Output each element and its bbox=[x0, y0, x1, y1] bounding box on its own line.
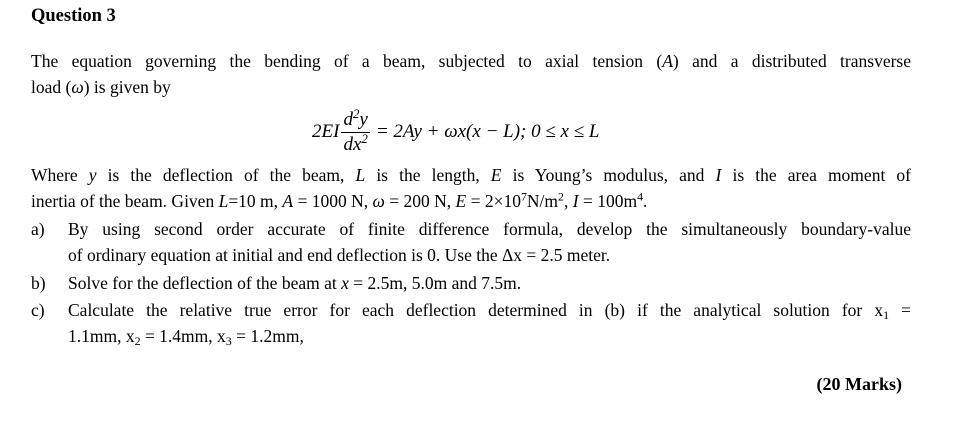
separator: , bbox=[564, 191, 573, 211]
value-L: =10 m, bbox=[228, 191, 283, 211]
equation-rhs: = 2Ay + ωx(x − L); 0 ≤ x ≤ L bbox=[375, 121, 600, 142]
intro-line-2 bbox=[31, 74, 911, 100]
where-text: Where bbox=[31, 165, 89, 185]
part-b bbox=[31, 270, 911, 296]
where-line-2 bbox=[31, 188, 911, 214]
governing-equation bbox=[312, 104, 599, 160]
var-x: x bbox=[341, 273, 349, 293]
part-c-line-2 bbox=[68, 323, 911, 349]
value-omega: = 200 N, bbox=[384, 191, 456, 211]
fraction-numerator bbox=[341, 105, 369, 133]
where-line-1 bbox=[31, 162, 911, 188]
var-L: L bbox=[218, 191, 229, 211]
var-E: E bbox=[490, 165, 502, 185]
part-b-text: = 2.5m, 5.0m and 7.5m. bbox=[348, 273, 522, 293]
part-c-text: = 1.4mm, x bbox=[140, 326, 226, 346]
part-a bbox=[31, 216, 911, 268]
var-E: E bbox=[455, 191, 467, 211]
part-b-line bbox=[68, 270, 911, 296]
var-omega: ω bbox=[71, 77, 84, 97]
intro-text: ) and a distributed transverse bbox=[672, 51, 911, 71]
intro-text: load ( bbox=[31, 77, 72, 97]
var-A: A bbox=[282, 191, 294, 211]
where-text: is the area moment of bbox=[721, 165, 911, 185]
where-text: is the deflection of the beam, bbox=[96, 165, 356, 185]
marks-label: (20 Marks) bbox=[816, 374, 902, 394]
subscript: 2 bbox=[134, 333, 141, 348]
part-c-line-1 bbox=[68, 297, 911, 323]
exponent: 2 bbox=[558, 189, 564, 204]
second-derivative-fraction bbox=[341, 105, 369, 156]
var-I: I bbox=[572, 191, 579, 211]
equation-lhs-coefficient: 2EI bbox=[312, 121, 340, 142]
denominator-exponent: 2 bbox=[361, 130, 368, 146]
intro-line-1 bbox=[31, 48, 911, 74]
var-L: L bbox=[355, 165, 366, 185]
dx-symbol: dx bbox=[343, 133, 362, 155]
exponent: 7 bbox=[520, 189, 527, 204]
d-symbol: d bbox=[343, 108, 353, 130]
period: . bbox=[643, 191, 648, 211]
intro-text: ) is given by bbox=[83, 77, 171, 97]
subscript: 3 bbox=[225, 333, 232, 348]
part-c-text: Calculate the relative true error for each deflection determined in (b) if the analytical solution for x bbox=[68, 300, 884, 320]
part-a-line-2: of ordinary equation at initial and end deflection is 0. Use the Δx = 2.5 meter. bbox=[68, 245, 611, 265]
part-c-text: = bbox=[889, 300, 911, 320]
part-c-text: = 1.2mm, bbox=[231, 326, 304, 346]
value-A: = 1000 N, bbox=[293, 191, 373, 211]
var-I: I bbox=[715, 165, 722, 185]
intro-text: The equation governing the bending of a beam, subjected to axial tension ( bbox=[31, 51, 663, 71]
exponent: 4 bbox=[637, 189, 644, 204]
part-c-label: c) bbox=[31, 300, 45, 320]
subscript: 1 bbox=[883, 307, 890, 322]
where-text: is Young’s modulus, and bbox=[501, 165, 716, 185]
part-c-text: 1.1mm, x bbox=[68, 326, 135, 346]
var-A: A bbox=[662, 51, 673, 71]
part-b-text: Solve for the deflection of the beam at bbox=[68, 273, 342, 293]
part-b-label: b) bbox=[31, 273, 46, 293]
where-text: is the length, bbox=[365, 165, 491, 185]
value-E: = 2×10 bbox=[466, 191, 521, 211]
value-I: = 100m bbox=[578, 191, 638, 211]
numerator-exponent: 2 bbox=[352, 105, 360, 121]
part-a-label: a) bbox=[31, 219, 45, 239]
where-text: inertia of the beam. Given bbox=[31, 191, 219, 211]
unit-E: N/m bbox=[526, 191, 559, 211]
question-title: Question 3 bbox=[31, 6, 116, 26]
var-omega: ω bbox=[372, 191, 385, 211]
fraction-denominator bbox=[343, 130, 368, 156]
part-c bbox=[31, 297, 911, 349]
var-y: y bbox=[88, 165, 97, 185]
part-a-line-1: By using second order accurate of finite difference formula, develop the simultaneously boundary-value bbox=[68, 219, 911, 239]
var-y: y bbox=[359, 108, 368, 130]
